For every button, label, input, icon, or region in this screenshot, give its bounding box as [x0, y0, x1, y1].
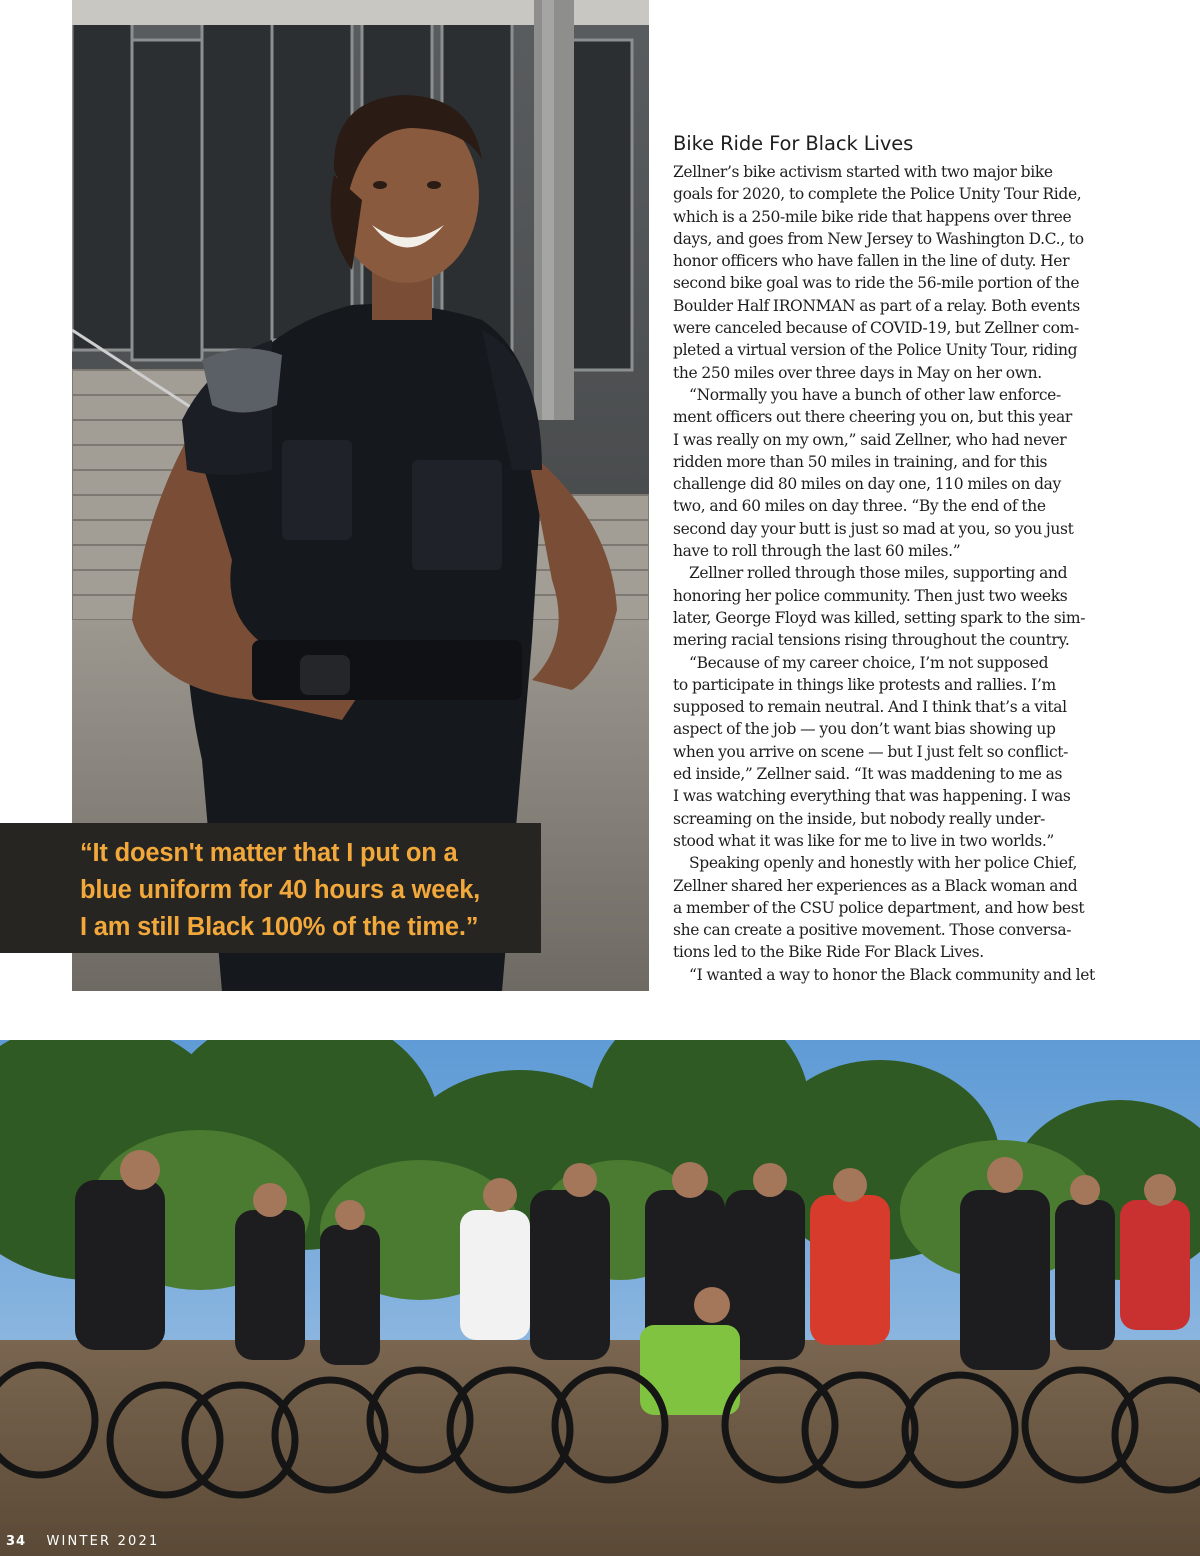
body-line: second bike goal was to ride the 56-mile portion of the: [673, 274, 1080, 293]
body-line: honor officers who have fallen in the line of duty. Her: [673, 252, 1070, 271]
body-line: Zellner’s bike activism started with two major bike: [673, 163, 1053, 181]
body-line: Speaking openly and honestly with her police Chief,: [689, 854, 1078, 873]
body-line: the 250 miles over three days in May on her own.: [673, 363, 1042, 382]
body-line: were canceled because of COVID-19, but Zellner com-: [673, 319, 1079, 338]
body-line: have to roll through the last 60 miles.”: [673, 542, 961, 561]
body-line: Zellner rolled through those miles, supporting and: [689, 564, 1068, 583]
body-line: goals for 2020, to complete the Police Unity Tour Ride,: [673, 185, 1082, 204]
body-line: a member of the CSU police department, and how best: [673, 898, 1085, 917]
body-line: ed inside,” Zellner said. “It was maddening to me as: [673, 765, 1063, 784]
body-line: stood what it was like for me to live in two worlds.”: [673, 831, 1054, 850]
pull-quote: [0, 823, 541, 953]
body-line: pleted a virtual version of the Police Unity Tour, riding: [673, 341, 1078, 360]
body-line: aspect of the job — you don’t want bias showing up: [673, 720, 1056, 739]
body-line: honoring her police community. Then just two weeks: [673, 586, 1068, 605]
body-line: I was watching everything that was happening. I was: [673, 787, 1071, 806]
body-line: days, and goes from New Jersey to Washington D.C., to: [673, 229, 1084, 248]
article-title: Bike Ride For Black Lives: [673, 132, 914, 155]
body-line: she can create a positive movement. Those conversa-: [673, 921, 1072, 940]
body-line: mering racial tensions rising throughout the country.: [673, 631, 1070, 650]
body-line: ment officers out there cheering you on, but this year: [673, 408, 1072, 427]
body-line: ridden more than 50 miles in training, and for this: [673, 452, 1048, 471]
body-line: “I wanted a way to honor the Black community and let: [689, 965, 1095, 984]
body-line: two, and 60 miles on day three. “By the end of the: [673, 497, 1046, 516]
body-line: which is a 250-mile bike ride that happens over three: [673, 207, 1072, 226]
page-number: 34: [6, 1534, 27, 1549]
body-line: to participate in things like protests and rallies. I’m: [673, 675, 1056, 694]
page-folio: [6, 1534, 159, 1549]
body-line: “Because of my career choice, I’m not supposed: [689, 653, 1049, 672]
pull-quote-line-2: blue uniform for 40 hours a week,: [80, 876, 481, 904]
body-line: screaming on the inside, but nobody really under-: [673, 809, 1046, 828]
article-body: [673, 161, 1143, 986]
body-line: tions led to the Bike Ride For Black Lives.: [673, 943, 984, 962]
issue-label: WINTER 2021: [46, 1534, 160, 1549]
article-column: [673, 130, 1143, 986]
cyclists-group-photo: [0, 1040, 1200, 1556]
body-line: supposed to remain neutral. And I think that’s a vital: [673, 698, 1067, 717]
body-line: when you arrive on scene — but I just felt so conflict-: [673, 742, 1069, 761]
body-line: Zellner shared her experiences as a Black woman and: [673, 876, 1078, 895]
pull-quote-line-3: I am still Black 100% of the time.”: [80, 913, 479, 941]
body-line: second day your butt is just so mad at you, so you just: [673, 519, 1074, 538]
body-line: Boulder Half IRONMAN as part of a relay. Both events: [673, 296, 1080, 315]
body-line: “Normally you have a bunch of other law enforce-: [689, 385, 1061, 404]
body-line: later, George Floyd was killed, setting spark to the sim-: [673, 608, 1086, 627]
pull-quote-line-1: “It doesn't matter that I put on a: [80, 839, 458, 867]
body-line: I was really on my own,” said Zellner, who had never: [673, 430, 1067, 449]
body-line: challenge did 80 miles on day one, 110 miles on day: [673, 475, 1061, 494]
